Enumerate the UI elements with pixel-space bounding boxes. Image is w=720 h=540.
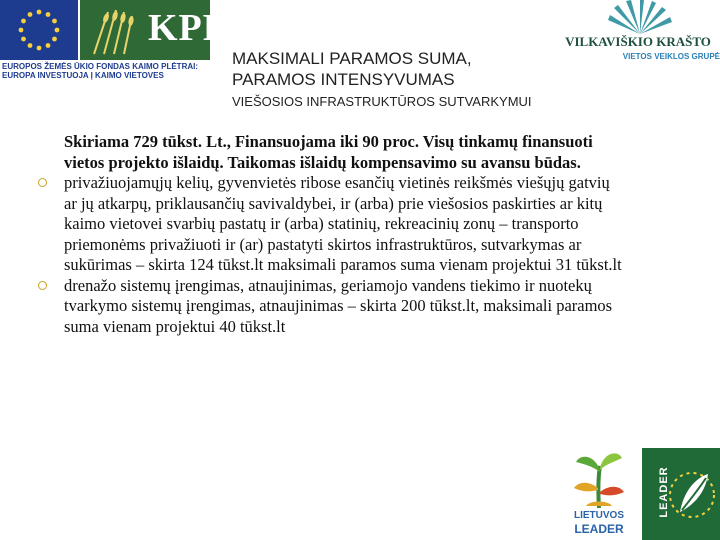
leaf-star-icon: [666, 460, 718, 530]
eu-kpf-banner: [0, 0, 227, 80]
eu-leader-text: LEADER: [658, 466, 670, 518]
lt-leader-line1: LIETUVOS: [573, 510, 624, 521]
lt-leader-line2: LEADER: [574, 522, 624, 536]
kpf-logo-text: KPF: [148, 7, 227, 49]
vk-logo-subtitle: VIETOS VEIKLOS GRUPĖ: [622, 52, 720, 61]
fan-icon: [600, 0, 680, 36]
bullet-icon: [38, 178, 47, 187]
vk-logo-name: VILKAVIŠKIO KRAŠTO: [565, 34, 711, 49]
sprout-icon: [564, 448, 634, 510]
list-item-text: privažiuojamųjų kelių, gyvenvietės ribose esančių vietinės reikšmės viešųjų gatvių ar jų atkarpų, priklausančių savivaldybei, ir (arba) prie viešosios paskirties ar kitų kaimo vietovei svarbių pastatų ir (arba) statinių, rekreacinių zonų – transporto priemonėms privažiuoti ir (ar) pastatyti skirtos infrastruktūros, sutvarkymas ar sukūrimas – skirta 124 tūkst.lt maksimali paramos suma vienam projektui 31 tūkst.lt: [64, 173, 622, 274]
lietuvos-leader-logo: [564, 448, 634, 540]
vilkaviskio-logo: [556, 0, 720, 80]
slide-body: [64, 132, 626, 337]
list-item-text: drenažo sistemų įrengimas, atnaujinimas, geriamojo vandens tiekimo ir nuotekų tvarkymo sistemų įrengimas, atnaujinimas – skirta 200 tūkst.lt, maksimali paramos suma vienam projektui 40 tūkst.lt: [64, 275, 613, 336]
slide-title: [232, 48, 472, 90]
eu-leader-logo: [642, 448, 720, 540]
eu-banner-line1: EUROPOS ŽEMĖS ŪKIO FONDAS KAIMO PLĖTRAI:: [2, 62, 199, 71]
list-item: [64, 276, 626, 338]
eu-flag-icon: [0, 0, 78, 60]
slide-subtitle: VIEŠOSIOS INFRASTRUKTŪROS SUTVARKYMUI: [232, 94, 532, 109]
eu-banner-line2: EUROPA INVESTUOJA Į KAIMO VIETOVES: [2, 71, 164, 80]
list-item: [64, 173, 626, 276]
bullet-icon: [38, 281, 47, 290]
wheat-icon: [86, 4, 144, 56]
slide-title-line1: MAKSIMALI PARAMOS SUMA,: [232, 49, 472, 68]
lead-paragraph: Skiriama 729 tūkst. Lt., Finansuojama iki 90 proc. Visų tinkamų finansuoti vietos projekto išlaidų. Taikomas išlaidų kompensavimo su avansu būdas.: [64, 132, 593, 172]
slide-title-line2: PARAMOS INTENSYVUMAS: [232, 70, 455, 89]
